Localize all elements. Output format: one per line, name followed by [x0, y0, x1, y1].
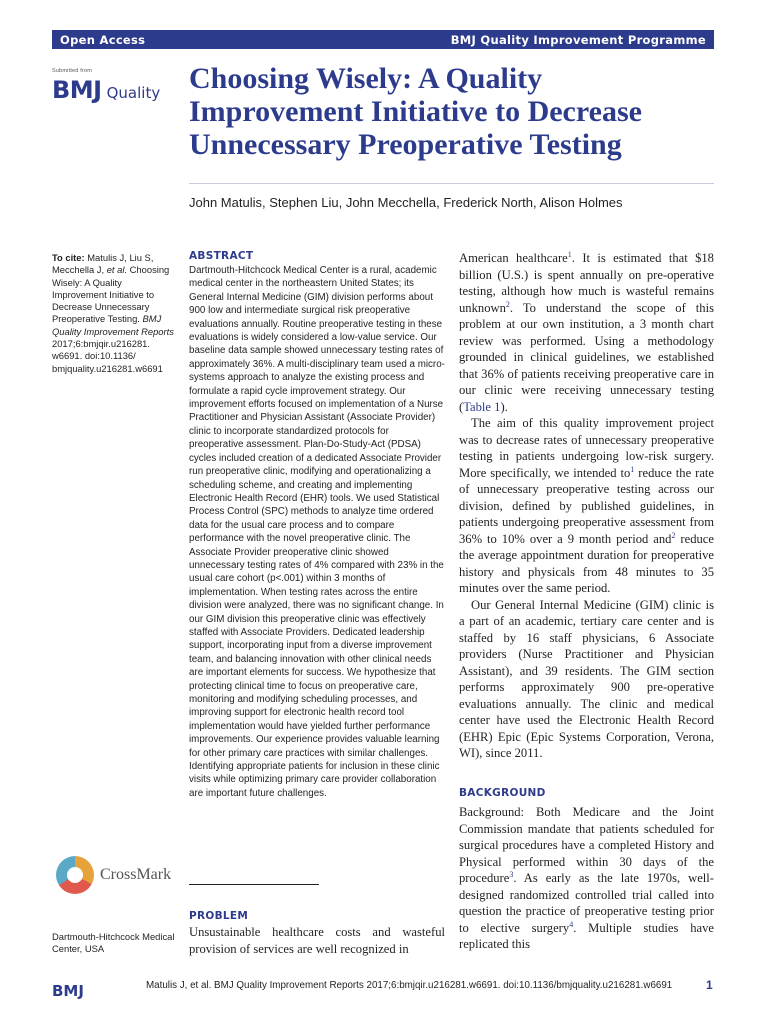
bmj-quality-logo — [52, 68, 182, 104]
cite-rest: 2017;6:bmjqir.u216281. w6691. doi:10.1136/ bmjquality.u216281.w6691 — [52, 338, 163, 374]
citation-sidebar — [52, 252, 176, 375]
ref-2[interactable]: 2 — [505, 299, 510, 309]
ref-4[interactable]: 4 — [569, 919, 574, 929]
programme-label: BMJ Quality Improvement Programme — [450, 32, 706, 47]
ref-1b[interactable]: 1 — [630, 464, 635, 474]
paragraph-2: The aim of this quality improvement project was to decrease rates of unnecessary preoperative testing in patients undergoing low-risk surgery. More specifically, we intended $to^1$ reduce the rate of unnecessary preoperative testing across our division, defined by published guidelines, in patients undergoing preoperative assessment from 36% to 10% over a 9 month period and$^2$ reduce the average appointment duration for preoperative history and physicals from 48 minutes to 35 minutes over the same period. — [459, 416, 715, 595]
cite-et-al: et al. — [106, 264, 128, 276]
page-footer — [0, 974, 768, 1004]
logo-bmj: BMJ — [52, 76, 102, 104]
affiliation: Dartmouth-Hitchcock Medical Center, USA — [52, 931, 175, 955]
problem-section — [189, 910, 445, 957]
body-column-right — [459, 250, 714, 953]
journal-header-bar — [52, 30, 714, 49]
ref-3[interactable]: 3 — [509, 869, 514, 879]
crossmark-label: CrossMark — [100, 866, 172, 883]
abstract-heading: ABSTRACT — [189, 250, 254, 262]
abstract-divider — [189, 884, 319, 885]
crossmark-badge[interactable] — [56, 856, 171, 894]
cite-journal: BMJ Quality Improvement Reports — [52, 313, 174, 337]
paragraph-1: American healthcare$^1$. It is estimated that $18 billion (U.S.) is spent annually on pre-operative testing, although how much is wasteful remains unknown$^2$. To understand the scope of this problem at our own institution, a 3 month chart review was performed. Using a methodology grounded in clinical guidelines, we established that 36% of patients receiving preoperative care in our clinic were receiving unnecessary testing (Table 1). — [459, 249, 714, 414]
paragraph-4: Background: Both Medicare and the Joint Commission mandate that patients scheduled for surgical procedures have a completed History and Physical performed within 30 days of the procedure$^3$. As early as the late 1970s, well-designed randomized controlled trial called into question the practice of preoperative testing prior to elective surgery$^4$. Multiple studies have replicated this — [459, 805, 714, 951]
footer-bmj-logo: BMJ — [52, 982, 84, 1000]
problem-text: Unsustainable healthcare costs and wasteful provision of services are well recognized in — [189, 925, 445, 956]
title-divider — [189, 183, 714, 184]
footer-citation: Matulis J, et al. BMJ Quality Improvement Reports 2017;6:bmjqir.u216281.w6691. doi:10.1136/bmjquality.u216281.w6691 — [146, 980, 673, 991]
cite-authors: Matulis J, Liu S, Mecchella J, — [52, 252, 154, 276]
crossmark-icon — [56, 856, 94, 894]
ref-1[interactable]: 1 — [567, 249, 572, 259]
ref-2b[interactable]: 2 — [671, 530, 676, 540]
author-list: John Matulis, Stephen Liu, John Mecchella, Frederick North, Alison Holmes — [189, 195, 623, 210]
logo-quality: Quality — [106, 84, 161, 102]
abstract-section — [189, 250, 445, 800]
cite-label: To cite: — [52, 252, 85, 263]
logo-submitted-from: Submitted from — [52, 68, 93, 74]
cite-title: Choosing Wisely: A Quality Improvement Initiative to Decrease Unnecessary Preoperative Testing. — [52, 264, 170, 325]
abstract-text: Dartmouth-Hitchcock Medical Center is a rural, academic medical center in the northeastern United States; its General Internal Medicine (GIM) division performs about 900 low and intermediate surgical risk preoperative evaluations annually. Routine preoperative testing in these evaluations is widely considered a low-value service. Our baseline data sample showed unnecessary testing rates of approximately 36%. A multi-disciplinary team used a micro-systems approach to analyze the existing process and formulate a rapid cycle improvement strategy. Our improvement efforts focused on implementation of a Nurse Practitioner and Physician Assistant (Associate Provider) clinic to incorporate standardized protocols for preoperative assessment. Plan-Do-Study-Act (PDSA) cycles included creation of a dedicated Associate Provider run preoperative clinic, modifying and operationalizing a scheduling scheme, and creating and implementing Electronic Health Record (EHR) tools. We used Statistical Process Control (SPC) methods to analyze time ordered data for the usual care process and to compare performance with the novel preoperative clinic. The Associate Provider preoperative clinic showed unnecessary testing rates of 4% compared with 23% in the usual care cohort (p<.001) within 3 months of implementation. When testing rates across the entire division were analyzed, there was no significant change. In our GIM division this preoperative clinic was effectively staffed with Associate Providers. Dedicated leadership support, incorporating input from a diverse improvement team, and balancing innovation with other clinical needs are important elements for success. We hypothesize that protecting clinical time to focus on preoperative care, monitoring and modifying scheduling processes, and improving support for electronic health record tool implementation would have yielded further performance improvements. Our experience provides valuable learning for other primary care practices with similar challenges. Identifying appropriate patients for inclusion in these clinic visits while optimizing primary care provider collaboration are important future challenges. — [189, 265, 445, 799]
problem-heading: PROBLEM — [189, 910, 249, 922]
paragraph-3: Our General Internal Medicine (GIM) clinic is a part of an academic, tertiary care center and is staffed by 16 staff physicians, 6 Associate providers (Nurse Practitioner and Physician Assistant), and 39 residents. The GIM section performs approximately 900 pre-operative evaluations annually. The clinic and medical center have used the Electronic Health Record (EHR) Epic (Epic Systems Corporation, Verona, WI), since 2011. — [459, 597, 714, 760]
open-access-label: Open Access — [60, 32, 146, 47]
table-1-link[interactable]: Table 1 — [463, 399, 501, 414]
article-title: Choosing Wisely: A Quality Improvement Initiative to Decrease Unnecessary Preoperative Testing — [189, 62, 642, 161]
background-heading: BACKGROUND — [459, 786, 546, 799]
page-number: 1 — [706, 978, 713, 992]
